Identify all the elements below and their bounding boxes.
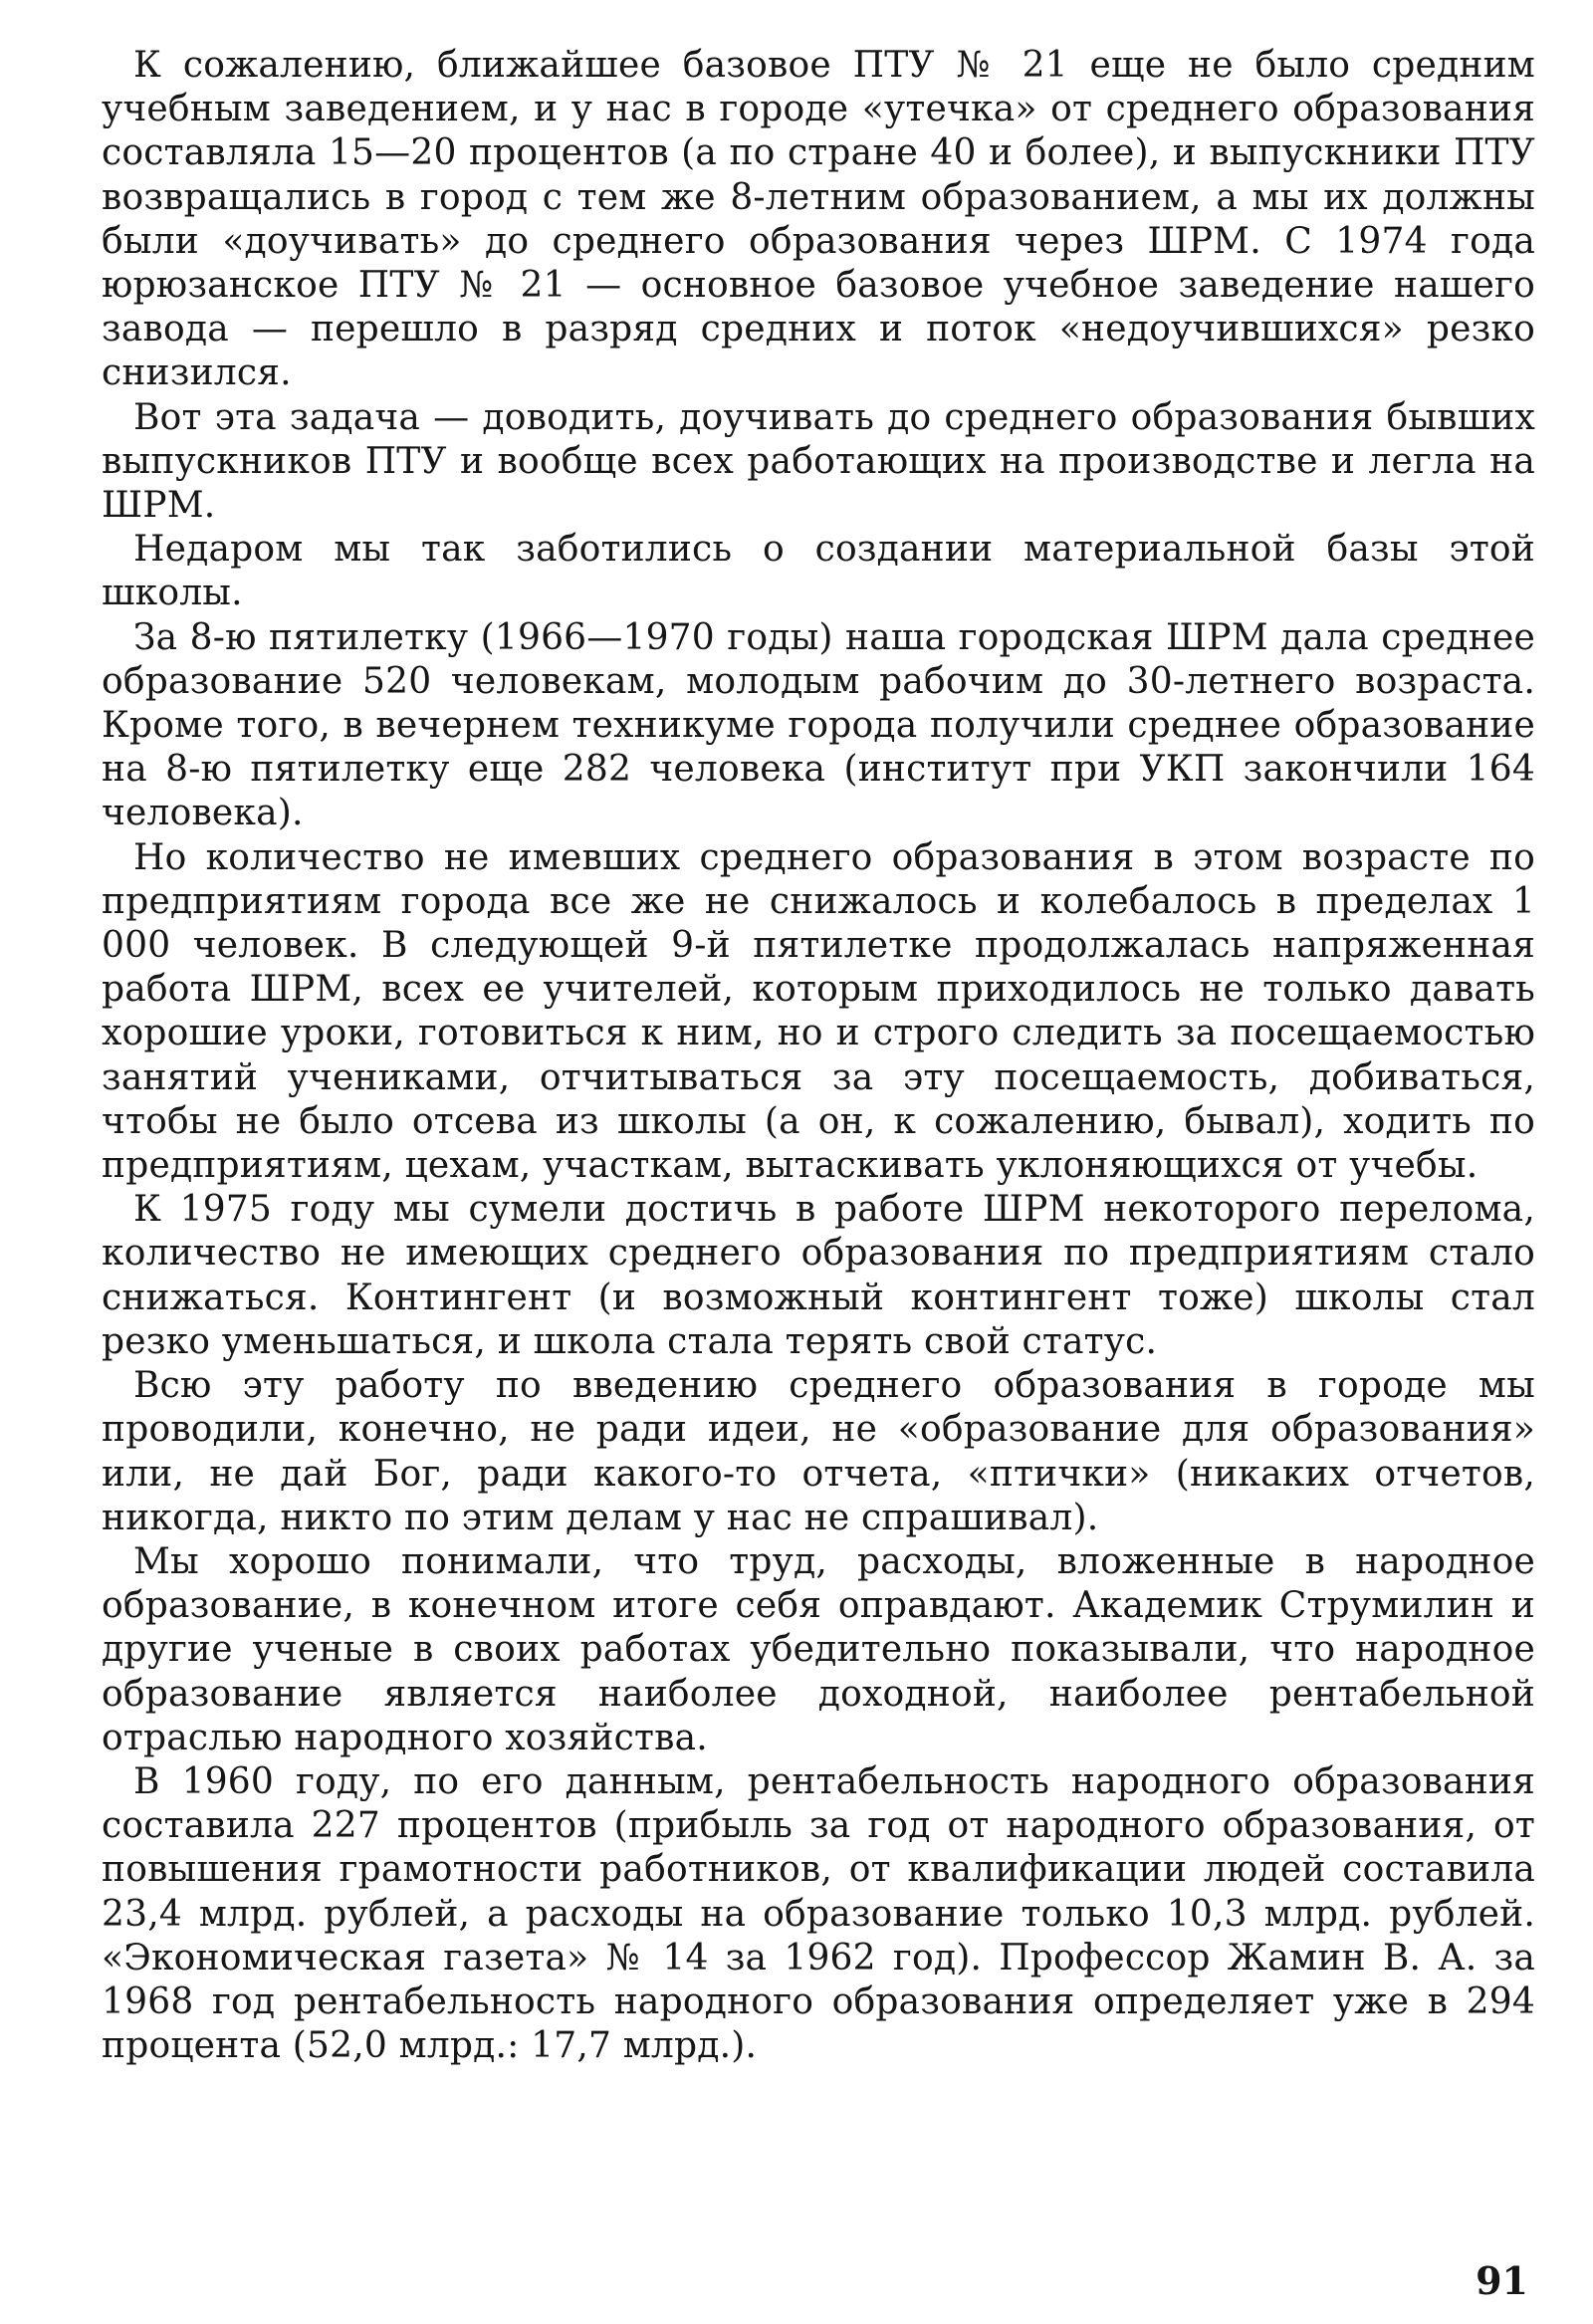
page-number: 91 [1476,2258,1528,2303]
paragraph: В 1960 году, по его данным, рентабельность народного образования составила 227 процентов (прибыль за год от народного образования, от повышения грамотности работников, от квалификации людей составила 23,4 млрд. рублей, а расходы на образование только 10,3 млрд. рублей. «Экономическая газета» № 14 за 1962 год). Профессор Жамин В. А. за 1968 год рентабельность народного образования определяет уже в 294 процента (52,0 млрд.: 17,7 млрд.). [102,1760,1535,2067]
paragraph: Недаром мы так заботились о создании материальной базы этой школы. [102,529,1535,614]
paragraph: Всю эту работу по введению среднего образования в городе мы проводили, конечно, не ради идеи, не «образование для образования» или, не дай Бог, ради какого-то отчета, «птички» (никаких отчетов, никогда, никто по этим делам у нас не спрашивал). [102,1365,1535,1538]
body-text [102,44,1535,2068]
paragraph: Но количество не имевших среднего образования в этом возрасте по предприятиям города все же не снижалось и колебалось в пределах 1 000 человек. В следующей 9-й пятилетке продолжалась напряженная работа ШРМ, всех ее учителей, которым приходилось не только давать хорошие уроки, готовиться к ним, но и строго следить за посещаемостью занятий учениками, отчитываться за эту посещаемость, добиваться, чтобы не было отсева из школы (а он, к сожалению, бывал), ходить по предприятиям, цехам, участкам, вытаскивать уклоняющихся от учебы. [102,836,1535,1187]
paragraph: К 1975 году мы сумели достичь в работе ШРМ некоторого перелома, количество не имеющих среднего образования по предприятиям стало снижаться. Контингент (и возможный контингент тоже) школы стал резко уменьшаться, и школа стала терять свой статус. [102,1189,1535,1362]
paragraph: Вот эта задача — доводить, доучивать до среднего образования бывших выпускников ПТУ и вообще всех работающих на производстве и легла на ШРМ. [102,396,1535,527]
paragraph: К сожалению, ближайшее базовое ПТУ № 21 еще не было средним учебным заведением, и у нас в городе «утечка» от среднего образования составляла 15—20 процентов (а по стране 40 и более), и выпускники ПТУ возвращались в город с тем же 8-летним образованием, а мы их должны были «доучивать» до среднего образования через ШРМ. С 1974 года юрюзанское ПТУ № 21 — основное базовое учебное заведение нашего завода — перешло в разряд средних и поток «недоучившихся» резко снизился. [102,45,1535,394]
paragraph: Мы хорошо понимали, что труд, расходы, вложенные в народное образование, в конечном итоге себя оправдают. Академик Струмилин и другие ученые в своих работах убедительно показывали, что народное образование является наиболее доходной, наиболее рентабельной отраслью народного хозяйства. [102,1540,1535,1758]
paragraph: За 8-ю пятилетку (1966—1970 годы) наша городская ШРМ дала среднее образование 520 человекам, молодым рабочим до 30-летнего возраста. Кроме того, в вечернем техникуме города получили среднее образование на 8-ю пятилетку еще 282 человека (институт при УКП закончили 164 человека). [102,616,1535,834]
